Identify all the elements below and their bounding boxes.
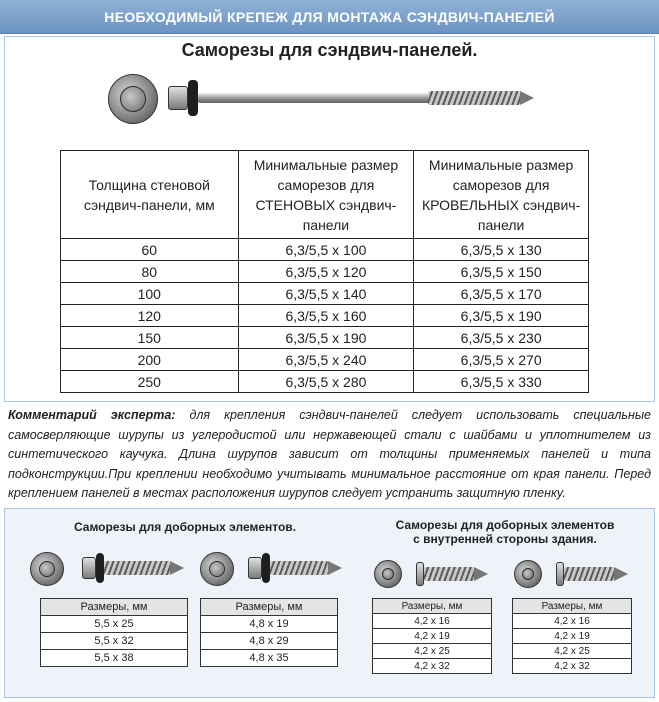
gasket-icon	[262, 553, 270, 583]
screw-thread-icon	[424, 567, 474, 581]
size-cell: 4,2 х 32	[513, 659, 632, 674]
size-cell: 5,5 х 25	[41, 616, 188, 633]
table-row: 60 6,3/5,5 х 100 6,3/5,5 х 130	[61, 239, 589, 261]
size-cell: 4,8 х 19	[201, 616, 338, 633]
hex-head-icon	[248, 557, 262, 579]
table-row: 120 6,3/5,5 х 160 6,3/5,5 х 190	[61, 305, 589, 327]
header-title: НЕОБХОДИМЫЙ КРЕПЕЖ ДЛЯ МОНТАЖА СЭНДВИЧ-ПАНЕЛЕЙ	[104, 8, 555, 25]
right-size-table-2	[512, 598, 632, 674]
drill-tip-icon	[614, 567, 628, 581]
size-table-header: Размеры, мм	[201, 599, 338, 616]
size-cell: 4,2 х 16	[513, 614, 632, 629]
table-header-wall: Минимальные размер саморезов для СТЕНОВЫХ сэндвич- панели	[238, 151, 414, 239]
table-row: 80 6,3/5,5 х 120 6,3/5,5 х 150	[61, 261, 589, 283]
screw-head-icon	[209, 561, 225, 577]
phillips-head-icon	[522, 568, 534, 580]
size-cell: 5,5 х 38	[41, 650, 188, 667]
hex-head-icon	[168, 86, 188, 110]
gasket-icon	[96, 553, 104, 583]
screw-thread-icon	[104, 561, 170, 575]
size-table-header: Размеры, мм	[41, 599, 188, 616]
left-section-title: Саморезы для доборных элементов.	[73, 520, 297, 534]
drill-tip-icon	[328, 561, 342, 575]
left-size-table-1	[40, 598, 188, 667]
table-row: 200 6,3/5,5 х 240 6,3/5,5 х 270	[61, 349, 589, 371]
size-cell: 4,2 х 19	[373, 629, 492, 644]
right-section-title-line2: с внутренней стороны здания.	[413, 532, 597, 546]
size-cell: 4,8 х 35	[201, 650, 338, 667]
screw-thread-icon	[564, 567, 614, 581]
screw-head-icon	[120, 86, 146, 112]
table-header-row	[61, 151, 589, 239]
drill-tip-icon	[520, 91, 534, 105]
table-header-roof: Минимальные размер саморезов для КРОВЕЛЬНЫХ сэндвич- панели	[414, 151, 589, 239]
screw-thread-icon	[270, 561, 328, 575]
size-cell: 4,2 х 19	[513, 629, 632, 644]
header-bar	[0, 0, 659, 34]
size-table-header: Размеры, мм	[373, 599, 492, 614]
table-row: 150 6,3/5,5 х 190 6,3/5,5 х 230	[61, 327, 589, 349]
size-table-header: Размеры, мм	[513, 599, 632, 614]
size-cell: 4,2 х 25	[373, 644, 492, 659]
expert-comment-text: для крепления сэндвич-панелей следует использовать специальные самосверляющие шурупы из углеродистой или нержавеющей стали с шайбами и уплотнителем из синтетического каучука. Длина шурупов зависит от толщины применяемых панелей и типа подконструкции.При креплении необходимо учитывать минимальное расстояние от края панели. Перед креплением панелей в местах расположения шурупов следует устранить защитную пленку.	[8, 408, 651, 500]
size-cell: 4,8 х 29	[201, 633, 338, 650]
drill-tip-icon	[170, 561, 184, 575]
drill-tip-icon	[474, 567, 488, 581]
right-size-table-1	[372, 598, 492, 674]
screw-size-table	[60, 150, 589, 393]
gasket-icon	[188, 80, 198, 116]
table-row: 250 6,3/5,5 х 280 6,3/5,5 х 330	[61, 371, 589, 393]
size-cell: 4,2 х 32	[373, 659, 492, 674]
screw-thread-icon	[428, 91, 520, 105]
expert-comment-label: Комментарий эксперта:	[8, 408, 176, 422]
size-cell: 4,2 х 25	[513, 644, 632, 659]
size-cell: 5,5 х 32	[41, 633, 188, 650]
screw-shank-icon	[198, 93, 430, 103]
size-cell: 4,2 х 16	[373, 614, 492, 629]
phillips-head-icon	[382, 568, 394, 580]
main-title: Саморезы для сэндвич-панелей.	[181, 40, 478, 60]
left-size-table-2	[200, 598, 338, 667]
screw-head-icon	[39, 561, 55, 577]
screw-neck-icon	[556, 562, 564, 586]
screw-neck-icon	[416, 562, 424, 586]
right-section-title-line1: Саморезы для доборных элементов	[395, 518, 615, 532]
table-header-thickness: Толщина стеновой сэндвич-панели, мм	[61, 151, 239, 239]
hex-head-icon	[82, 557, 96, 579]
expert-comment	[8, 406, 651, 504]
table-row: 100 6,3/5,5 х 140 6,3/5,5 х 170	[61, 283, 589, 305]
